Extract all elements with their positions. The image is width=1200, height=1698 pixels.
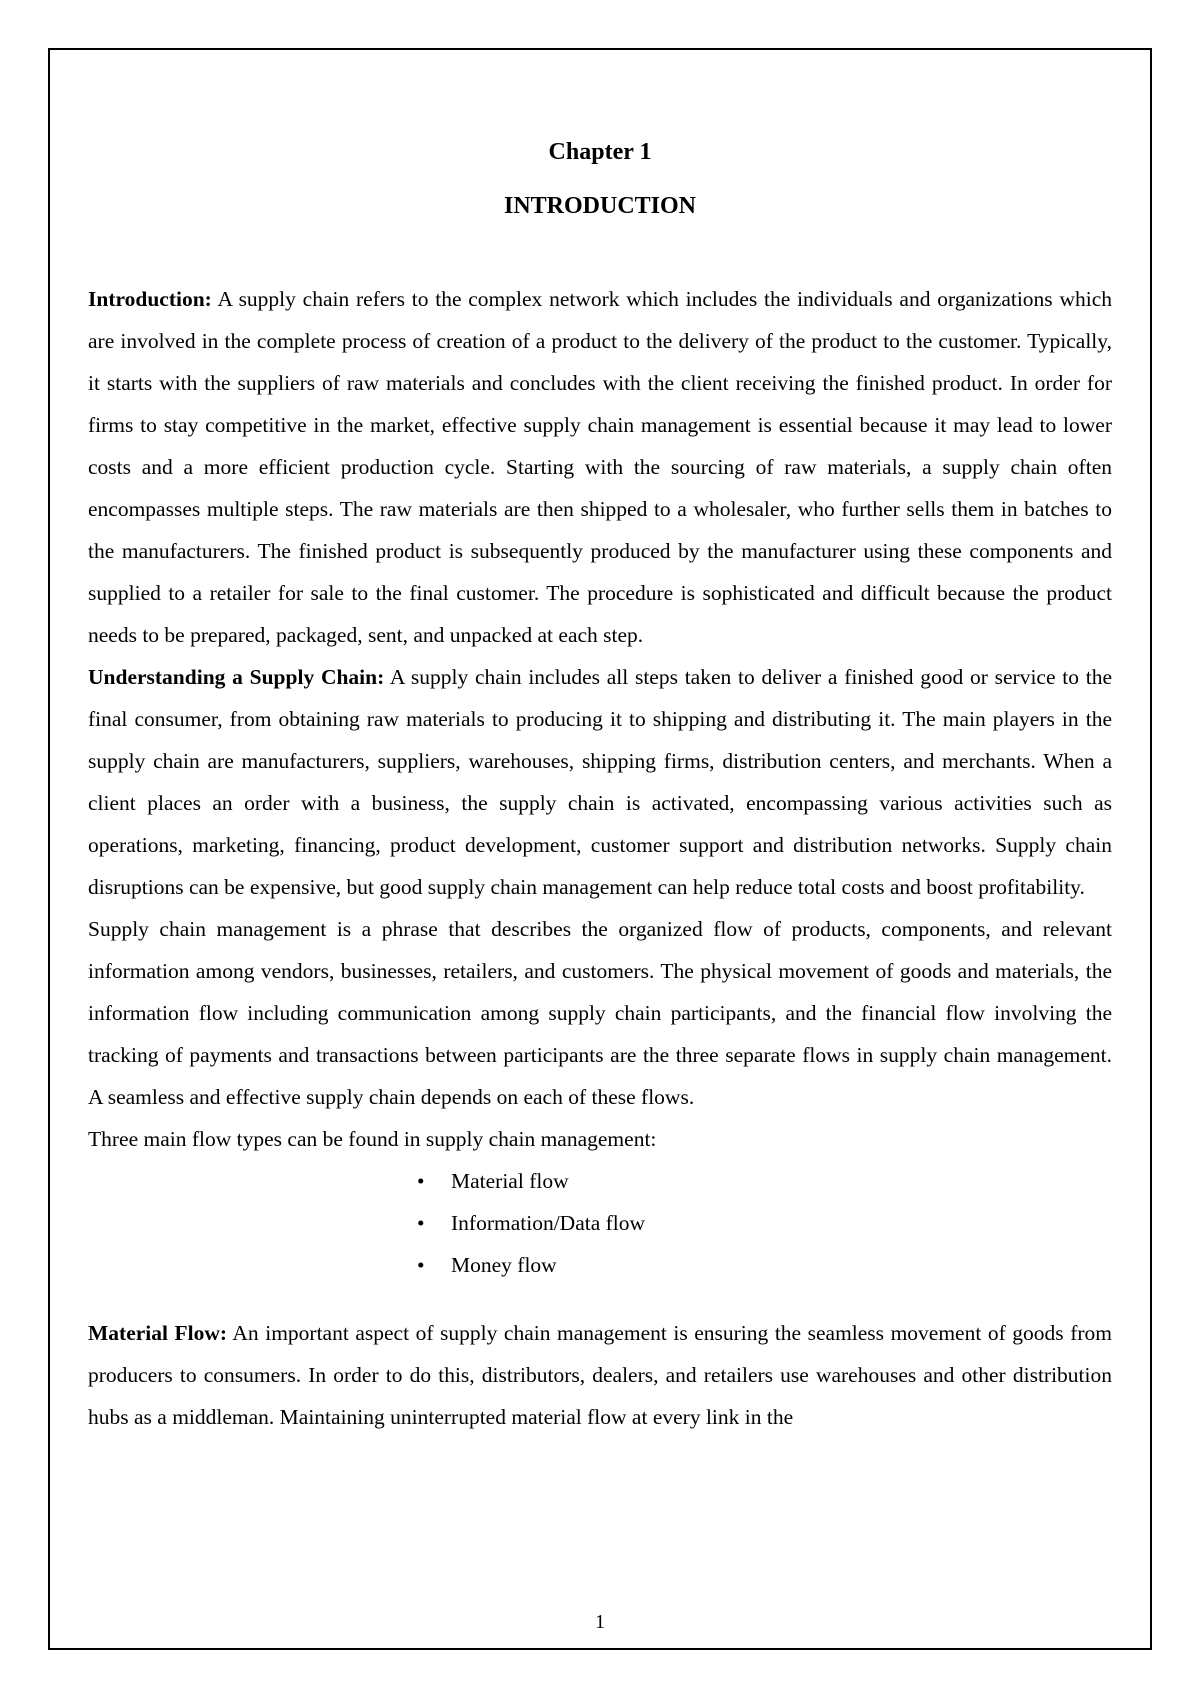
chapter-number: Chapter 1 — [548, 139, 652, 165]
list-item — [413, 1160, 1112, 1202]
list-item — [413, 1202, 1112, 1244]
intro-lead: Introduction: — [88, 287, 212, 311]
list-item — [413, 1244, 1112, 1286]
chapter-title: INTRODUCTION — [503, 193, 697, 219]
material-flow-text: An important aspect of supply chain management is ensuring the seamless movement of goods from producers to consumers. In order to do this, distributors, dealers, and retailers use warehouses and other distribution hubs as a middleman. Maintaining uninterrupted material flow at every link in the — [88, 1321, 1112, 1429]
understanding-paragraph — [88, 656, 1112, 908]
understanding-text: A supply chain includes all steps taken to deliver a finished good or service to the final consumer, from obtaining raw materials to producing it to shipping and distributing it. The main players in the supply chain are manufacturers, suppliers, warehouses, shipping firms, distribution centers, and merchants. When a client places an order with a business, the supply chain is activated, encompassing various activities such as operations, marketing, financing, product development, customer support and distribution networks. Supply chain disruptions can be expensive, but good supply chain management can help reduce total costs and boost profitability. — [88, 665, 1112, 899]
bullet-icon: • — [417, 1169, 425, 1193]
list-item-label: Information/Data flow — [451, 1211, 646, 1235]
bullet-icon: • — [417, 1211, 425, 1235]
management-paragraph: Supply chain management is a phrase that describes the organized flow of products, components, and relevant information among vendors, businesses, retailers, and customers. The physical movement of goods and materials, the information flow including communication among supply chain participants, and the financial flow involving the tracking of payments and transactions between participants are the three separate flows in supply chain management. A seamless and effective supply chain depends on each of these flows. — [88, 917, 1112, 1109]
list-item-label: Material flow — [451, 1169, 569, 1193]
document-body — [88, 136, 1112, 1438]
flow-types-list — [88, 1160, 1112, 1286]
intro-paragraph — [88, 278, 1112, 656]
list-item-label: Money flow — [451, 1253, 557, 1277]
bullet-icon: • — [417, 1253, 425, 1277]
material-flow-lead: Material Flow: — [88, 1321, 228, 1345]
material-flow-paragraph — [88, 1312, 1112, 1438]
flow-types-intro: Three main flow types can be found in supply chain management: — [88, 1127, 657, 1151]
page-number: 1 — [595, 1611, 605, 1633]
understanding-lead: Understanding a Supply Chain: — [88, 665, 385, 689]
intro-text: A supply chain refers to the complex network which includes the individuals and organizations which are involved in the complete process of creation of a product to the delivery of the product to the customer. Typically, it starts with the suppliers of raw materials and concludes with the client receiving the finished product. In order for firms to stay competitive in the market, effective supply chain management is essential because it may lead to lower costs and a more efficient production cycle. Starting with the sourcing of raw materials, a supply chain often encompasses multiple steps. The raw materials are then shipped to a wholesaler, who further sells them in batches to the manufacturers. The finished product is subsequently produced by the manufacturer using these components and supplied to a retailer for sale to the final customer. The procedure is sophisticated and difficult because the product needs to be prepared, packaged, sent, and unpacked at each step. — [88, 287, 1112, 647]
